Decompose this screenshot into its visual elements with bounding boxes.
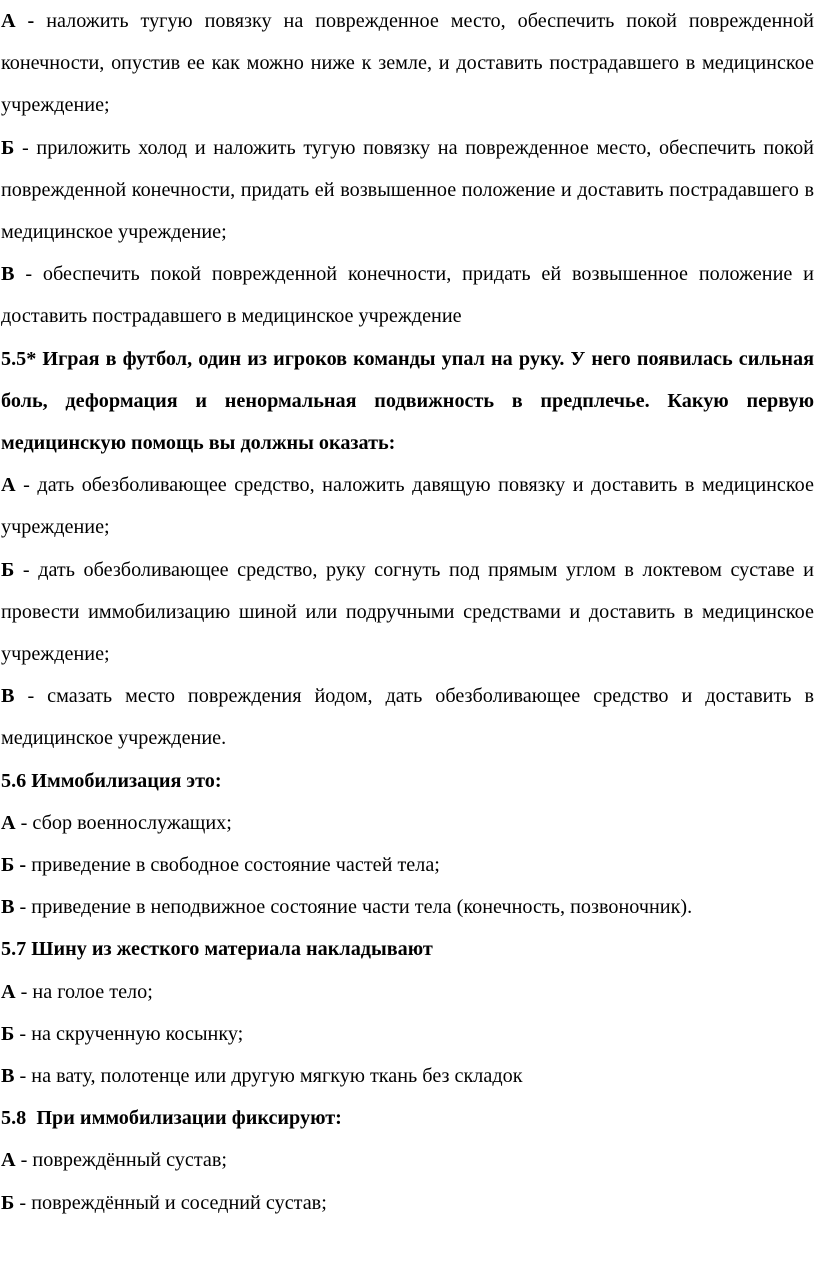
option-letter: Б [1, 854, 15, 877]
option-separator: - [14, 1065, 32, 1088]
question-5-5: 5.5* Играя в футбол, один из игроков команды упал на руку. У него появилась сильная боль, деформация и ненормальная подвижность в предплечье. Какую первую медицинскую помощь вы должны оказать: [1, 347, 814, 455]
option-text: повреждённый и соседний сустав; [31, 1191, 327, 1214]
option-separator: - [15, 811, 33, 834]
option-b [1, 1182, 814, 1224]
option-a [1, 802, 814, 844]
option-a [1, 0, 814, 127]
option-text: наложить тугую повязку на поврежденное место, обеспечить покой поврежденной конечности, опустив ее как можно ниже к земле, и доставить пострадавшего в медицинское учреждение; [1, 10, 814, 117]
option-text: приведение в неподвижное состояние части тела (конечность, позвоночник). [31, 896, 693, 919]
option-b [1, 127, 814, 254]
option-separator: - [15, 474, 38, 497]
option-separator: - [14, 136, 37, 159]
option-text: дать обезболивающее средство, руку согнуть под прямым углом в локтевом суставе и провести иммобилизацию шиной или подручными средствами и доставить в медицинское учреждение; [1, 558, 814, 666]
option-separator: - [14, 1022, 32, 1045]
option-separator: - [14, 558, 39, 581]
option-separator: - [15, 10, 47, 32]
option-letter: В [1, 1065, 15, 1088]
option-letter: А [1, 1149, 16, 1172]
option-separator: - [14, 854, 32, 877]
option-text: на вату, полотенце или другую мягкую ткань без складок [31, 1065, 523, 1088]
option-c [1, 675, 814, 759]
option-separator: - [15, 980, 33, 1003]
option-letter: А [1, 980, 16, 1003]
option-letter: В [1, 685, 15, 708]
option-separator: - [14, 685, 48, 708]
option-b [1, 549, 814, 676]
question-5-8: 5.8 При иммобилизации фиксируют: [1, 1107, 342, 1130]
option-separator: - [15, 1149, 33, 1172]
option-text: смазать место повреждения йодом, дать обезболивающее средство и доставить в медицинское учреждение. [1, 685, 814, 750]
option-letter: А [1, 811, 16, 834]
option-separator: - [14, 1191, 32, 1214]
option-letter: А [1, 474, 16, 497]
option-letter: В [1, 896, 15, 919]
question-5-6: 5.6 Иммобилизация это: [1, 769, 222, 792]
option-letter: Б [1, 1022, 15, 1045]
option-text: дать обезболивающее средство, наложить давящую повязку и доставить в медицинское учреждение; [1, 474, 814, 539]
option-text: сбор военнослужащих; [32, 811, 232, 834]
option-text: приведение в свободное состояние частей тела; [31, 854, 440, 877]
option-a [1, 1139, 814, 1181]
question-5-7: 5.7 Шину из жесткого материала накладывают [1, 938, 433, 961]
option-a [1, 464, 814, 548]
option-c [1, 1055, 814, 1097]
option-text: приложить холод и наложить тугую повязку на поврежденное место, обеспечить покой поврежденной конечности, придать ей возвышенное положение и доставить пострадавшего в медицинское учреждение; [1, 136, 814, 244]
option-letter: Б [1, 136, 15, 159]
option-text: на скрученную косынку; [31, 1022, 244, 1045]
option-b [1, 844, 814, 886]
option-b [1, 1013, 814, 1055]
option-letter: А [1, 10, 16, 32]
option-letter: Б [1, 1191, 15, 1214]
option-c [1, 886, 814, 928]
option-text: повреждённый сустав; [32, 1149, 228, 1172]
option-letter: Б [1, 558, 15, 581]
option-text: на голое тело; [32, 980, 153, 1003]
option-letter: В [1, 263, 15, 286]
option-separator: - [14, 263, 43, 286]
option-separator: - [14, 896, 32, 919]
option-c [1, 253, 814, 337]
option-a [1, 971, 814, 1013]
option-text: обеспечить покой поврежденной конечности, придать ей возвышенное положение и доставить пострадавшего в медицинское учреждение [1, 263, 814, 328]
